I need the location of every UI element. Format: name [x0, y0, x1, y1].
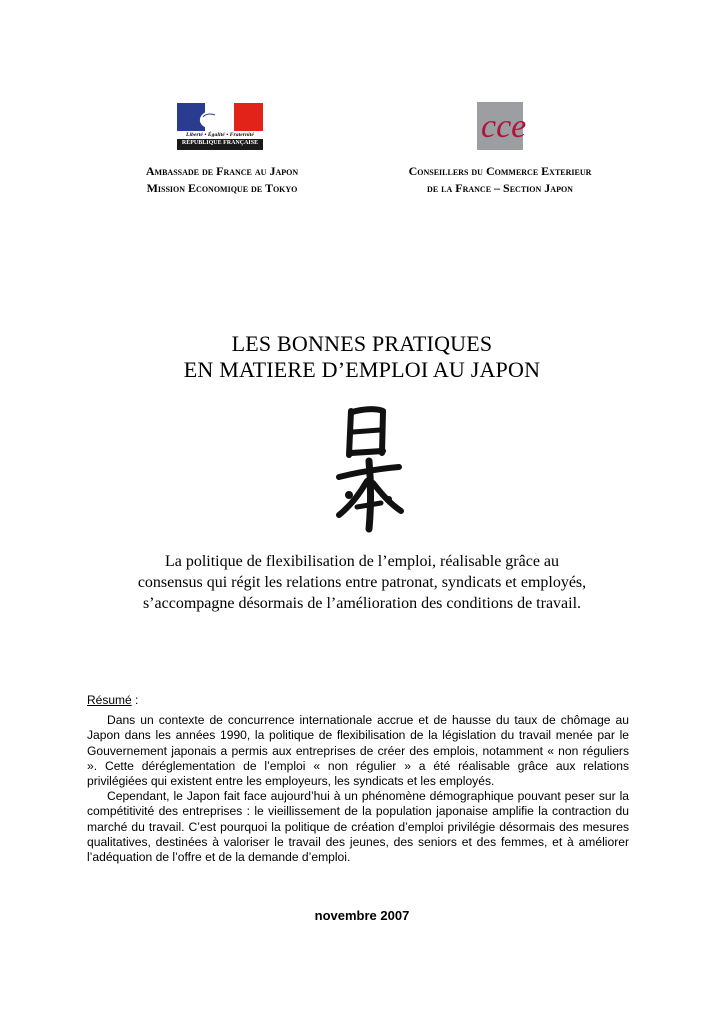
- affiliation-line: Ambassade de France au Japon: [145, 164, 299, 178]
- document-title: [0, 331, 724, 383]
- resume-colon: :: [131, 693, 139, 707]
- republic-name: RÉPUBLIQUE FRANÇAISE: [181, 140, 259, 146]
- nihon-calligraphy-icon: [333, 403, 405, 533]
- cce-affiliation: [372, 163, 628, 197]
- affiliation-line: de la France – Section Japon: [427, 181, 573, 195]
- paragraph-text: Cependant, le Japon fait face aujourd’hui à un phénomène démographique pouvant peser sur la compétitivité des entreprises : le vieillissement de la population japonaise amplifie la contraction du marché du travail. C’est pourquoi la politique de création d’emploi privilégie désormais des mesures qualitatives, destinées à valoriser le travail des jeunes, des seniors et des femmes, et à améliorer l’adéquation de l’offre et de la demande d’emploi.: [87, 789, 629, 865]
- cce-letters: cce: [481, 108, 527, 145]
- affiliation-line: Conseillers du Commerce Exterieur: [408, 164, 592, 178]
- subtitle-line: La politique de flexibilisation de l’emploi, réalisable grâce au: [164, 553, 560, 570]
- title-line: EN MATIERE D’EMPLOI AU JAPON: [183, 357, 541, 382]
- paragraph-text: Dans un contexte de concurrence internationale accrue et de hausse du taux de chômage au Japon dans les années 1990, la politique de flexibilisation de la législation du travail menée par le Gouvernement japonais a permis aux entreprises de créer des emplois, notamment « non réguliers ». Cette déréglementation de l’emploi « non régulier » a été réalisable grâce aux relations privilégiées qui existent entre les employeurs, les syndicats et les employés.: [87, 713, 629, 789]
- resume-heading: [87, 693, 138, 707]
- republique-francaise-logo: [177, 103, 263, 151]
- subtitle: [0, 551, 724, 614]
- cce-logo: [477, 102, 527, 150]
- marianne-profile-icon: [195, 109, 221, 129]
- republic-motto: Liberté • Égalité • Fraternité: [186, 132, 254, 138]
- resume-label: Résumé: [87, 693, 132, 707]
- subtitle-line: consensus qui régit les relations entre patronat, syndicats et employés,: [137, 574, 587, 591]
- publication-date: novembre 2007: [314, 908, 410, 923]
- resume-paragraph-1: [87, 713, 629, 789]
- affiliation-line: Mission Economique de Tokyo: [146, 181, 298, 195]
- title-line: LES BONNES PRATIQUES: [231, 331, 493, 356]
- subtitle-line: s’accompagne désormais de l’amélioration des conditions de travail.: [142, 595, 582, 612]
- embassy-affiliation: [120, 163, 324, 197]
- resume-paragraph-2: [87, 789, 629, 865]
